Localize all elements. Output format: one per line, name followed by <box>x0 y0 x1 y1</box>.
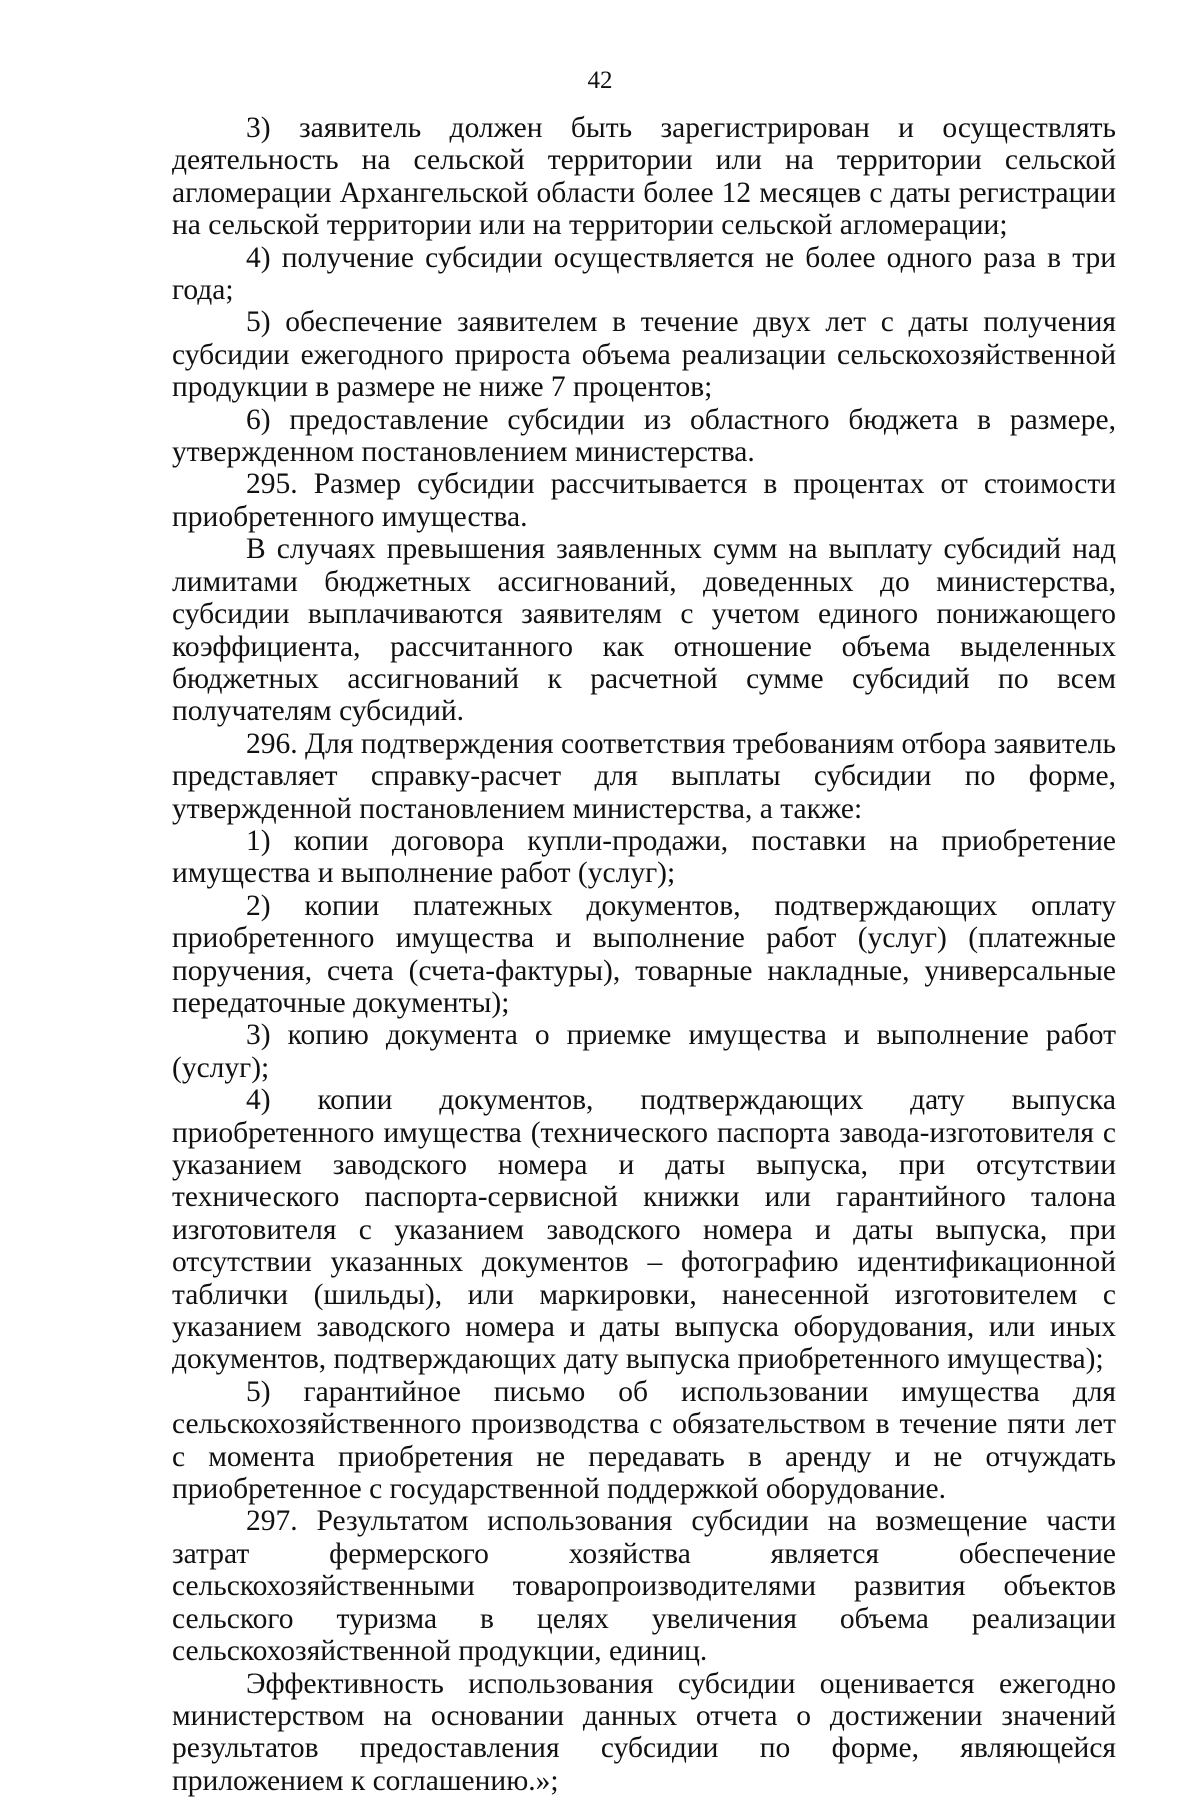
paragraph-297-efficiency: Эффективность использования субсидии оценивается ежегодно министерством на основании данных отчета о достижении значений результатов предоставления субсидии по форме, являющейся приложением к соглашению.»; <box>172 1668 1116 1797</box>
paragraph-296-item-3: 3) копию документа о приемке имущества и выполнение работ (услуг); <box>172 1019 1116 1084</box>
paragraph-item-3: 3) заявитель должен быть зарегистрирован и осуществлять деятельность на сельской территории или на территории сельской агломерации Архангельской области более 12 месяцев с даты регистрации на сельской территории или на территории сельской агломерации; <box>172 112 1116 242</box>
paragraph-item-6: 6) предоставление субсидии из областного бюджета в размере, утвержденном постановлением министерства. <box>172 404 1116 469</box>
paragraph-297: 297. Результатом использования субсидии на возмещение части затрат фермерского хозяйства является обеспечение сельскохозяйственными товаропроизводителями развития объектов сельского туризма в целях увеличения объема реализации сельскохозяйственной продукции, единиц. <box>172 1505 1116 1667</box>
paragraph-item-5: 5) обеспечение заявителем в течение двух лет с даты получения субсидии ежегодного прироста объема реализации сельскохозяйственной продукции в размере не ниже 7 процентов; <box>172 306 1116 403</box>
paragraph-296-item-4: 4) копии документов, подтверждающих дату выпуска приобретенного имущества (технического паспорта завода-изготовителя с указанием заводского номера и даты выпуска, при отсутствии технического паспорта-сервисной книжки или гарантийного талона изготовителя с указанием заводского номера и даты выпуска, при отсутствии указанных документов – фотографию идентификационной таблички (шильды), или маркировки, нанесенной изготовителем с указанием заводского номера и даты выпуска оборудования, или иных документов, подтверждающих дату выпуска приобретенного имущества); <box>172 1084 1116 1376</box>
document-body <box>172 112 1116 1797</box>
paragraph-item-4: 4) получение субсидии осуществляется не более одного раза в три года; <box>172 242 1116 307</box>
paragraph-296-item-2: 2) копии платежных документов, подтверждающих оплату приобретенного имущества и выполнение работ (услуг) (платежные поручения, счета (счета-фактуры), товарные накладные, универсальные передаточные документы); <box>172 890 1116 1020</box>
paragraph-296-item-5: 5) гарантийное письмо об использовании имущества для сельскохозяйственного производства с обязательством в течение пяти лет с момента приобретения не передавать в аренду и не отчуждать приобретенное с государственной поддержкой оборудование. <box>172 1376 1116 1506</box>
paragraph-295-excess: В случаях превышения заявленных сумм на выплату субсидий над лимитами бюджетных ассигнований, доведенных до министерства, субсидии выплачиваются заявителям с учетом единого понижающего коэффициента, рассчитанного как отношение объема выделенных бюджетных ассигнований к расчетной сумме субсидий по всем получателям субсидий. <box>172 533 1116 727</box>
page-number: 42 <box>0 66 1200 96</box>
paragraph-296-item-1: 1) копии договора купли-продажи, поставки на приобретение имущества и выполнение работ (услуг); <box>172 825 1116 890</box>
paragraph-295: 295. Размер субсидии рассчитывается в процентах от стоимости приобретенного имущества. <box>172 468 1116 533</box>
paragraph-296: 296. Для подтверждения соответствия требованиям отбора заявитель представляет справку-расчет для выплаты субсидии по форме, утвержденной постановлением министерства, а также: <box>172 728 1116 825</box>
